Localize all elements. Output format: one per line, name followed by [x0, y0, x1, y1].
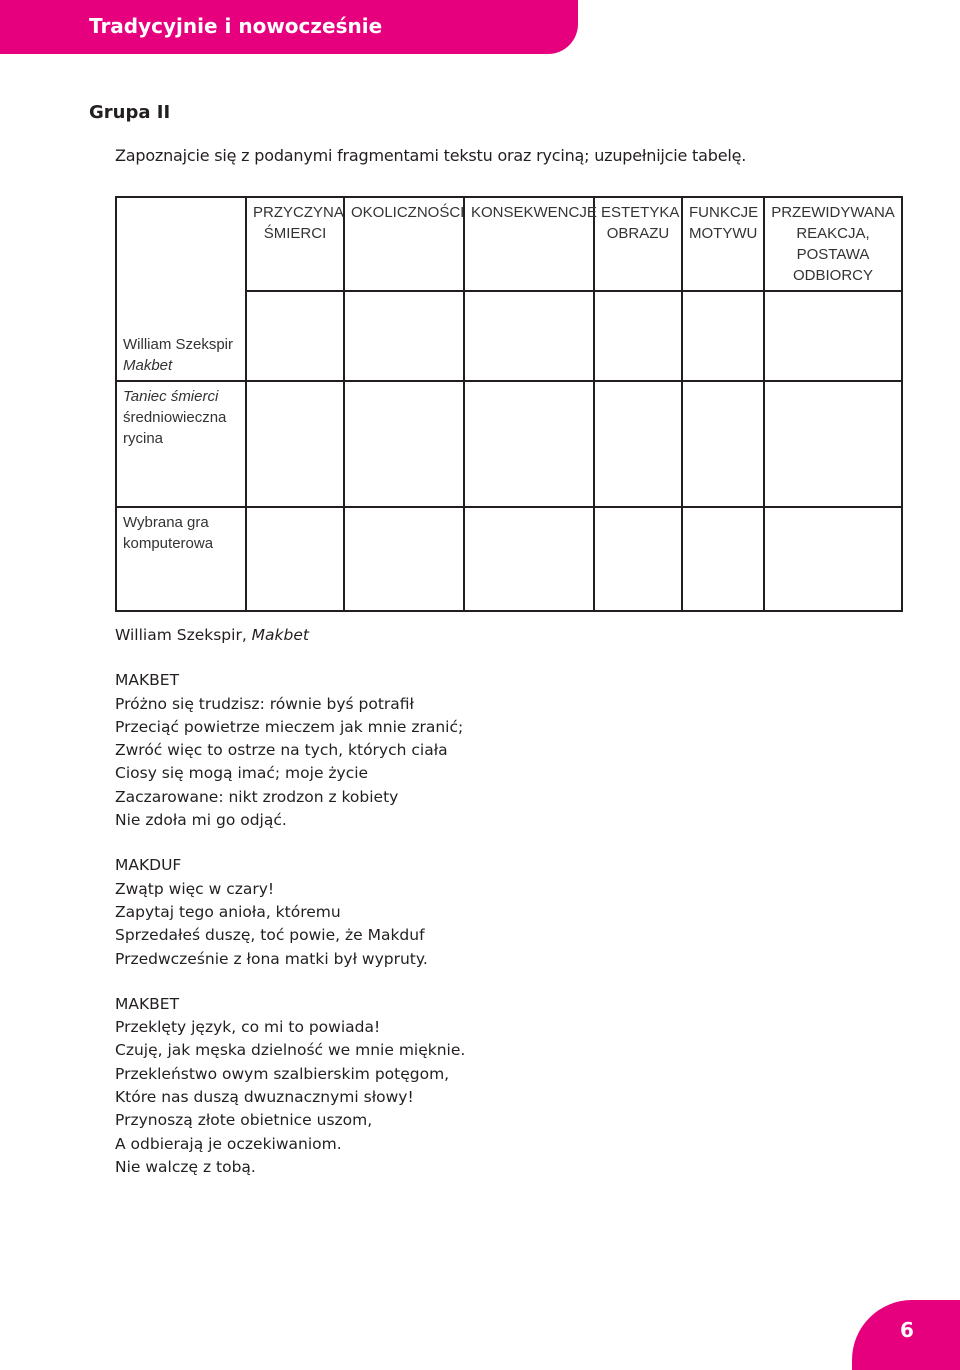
excerpt-work: Makbet — [251, 626, 309, 644]
verse-line: Sprzedałeś duszę, toć powie, że Makduf — [115, 926, 425, 945]
verse-line: Nie zdoła mi go odjąć. — [115, 811, 287, 830]
column-header: ESTETYKA OBRAZU — [594, 197, 682, 291]
verse-line: Przedwcześnie z łona matki był wypruty. — [115, 949, 428, 968]
table-cell[interactable] — [682, 507, 764, 611]
row-label-line-italic: Taniec śmierci — [123, 388, 219, 405]
table-cell[interactable] — [344, 381, 464, 507]
row-label-makbet — [116, 197, 246, 381]
table-cell[interactable] — [682, 381, 764, 507]
table-cell[interactable] — [764, 507, 902, 611]
verse-line: Przeklęty język, co mi to powiada! — [115, 1018, 381, 1037]
table-cell[interactable] — [344, 507, 464, 611]
verse-line: Przeciąć powietrze mieczem jak mnie zranić; — [115, 717, 464, 736]
verse-line: Zapytaj tego anioła, któremu — [115, 902, 341, 921]
table-cell[interactable] — [344, 291, 464, 381]
excerpt-author: William Szekspir, — [115, 626, 252, 644]
page-number: 6 — [900, 1318, 914, 1342]
column-header: KONSEKWENCJE — [464, 197, 594, 291]
instruction-text: Zapoznajcie się z podanymi fragmentami tekstu oraz ryciną; uzupełnijcie tabelę. — [115, 146, 747, 165]
verse-line: Nie walczę z tobą. — [115, 1157, 256, 1176]
column-header: OKOLICZNOŚCI — [344, 197, 464, 291]
table-cell[interactable] — [594, 381, 682, 507]
verse-line: Zaczarowane: nikt zrodzon z kobiety — [115, 787, 399, 806]
analysis-table — [115, 196, 903, 612]
table-cell[interactable] — [246, 381, 344, 507]
table-cell[interactable] — [464, 291, 594, 381]
verse-line: A odbierają je oczekiwaniom. — [115, 1134, 342, 1153]
row-label-line: Wybrana gra komputerowa — [123, 514, 214, 552]
table-cell[interactable] — [246, 507, 344, 611]
verse-line: Próżno się trudzisz: równie byś potrafił — [115, 694, 414, 713]
verse-line: Przekleństwo owym szalbierskim potęgom, — [115, 1064, 450, 1083]
table-cell[interactable] — [464, 507, 594, 611]
table-cell[interactable] — [594, 291, 682, 381]
header-title: Tradycyjnie i nowocześnie — [89, 14, 383, 38]
speaker-label: MAKBET — [115, 671, 180, 690]
row-label-line: średniowieczna rycina — [123, 409, 227, 447]
group-title: Grupa II — [89, 102, 171, 123]
table-cell[interactable] — [594, 507, 682, 611]
verse-line: Które nas duszą dwuznacznymi słowy! — [115, 1088, 414, 1107]
column-header: PRZEWIDYWANA REAKCJA, POSTAWA ODBIORCY — [764, 197, 902, 291]
verse-line: Ciosy się mogą imać; moje życie — [115, 764, 369, 783]
excerpt-text — [115, 624, 465, 1179]
table-cell[interactable] — [764, 381, 902, 507]
row-label-gra — [116, 507, 246, 611]
verse-line: Czuję, jak męska dzielność we mnie mięknie. — [115, 1041, 466, 1060]
verse-line: Przynoszą złote obietnice uszom, — [115, 1111, 373, 1130]
excerpt-title — [115, 624, 465, 647]
table-cell[interactable] — [682, 291, 764, 381]
speaker-label: MAKBET — [115, 994, 180, 1013]
speaker-label: MAKDUF — [115, 856, 182, 875]
row-label-line-italic: Makbet — [123, 357, 173, 374]
table-cell[interactable] — [246, 291, 344, 381]
row-label-taniec — [116, 381, 246, 507]
table-cell[interactable] — [764, 291, 902, 381]
row-label-line: William Szekspir — [123, 336, 234, 353]
column-header: PRZYCZYNA ŚMIERCI — [246, 197, 344, 291]
column-header: FUNKCJE MOTYWU — [682, 197, 764, 291]
verse-line: Zwątp więc w czary! — [115, 879, 275, 898]
table-cell[interactable] — [464, 381, 594, 507]
verse-line: Zwróć więc to ostrze na tych, których ciała — [115, 741, 448, 760]
